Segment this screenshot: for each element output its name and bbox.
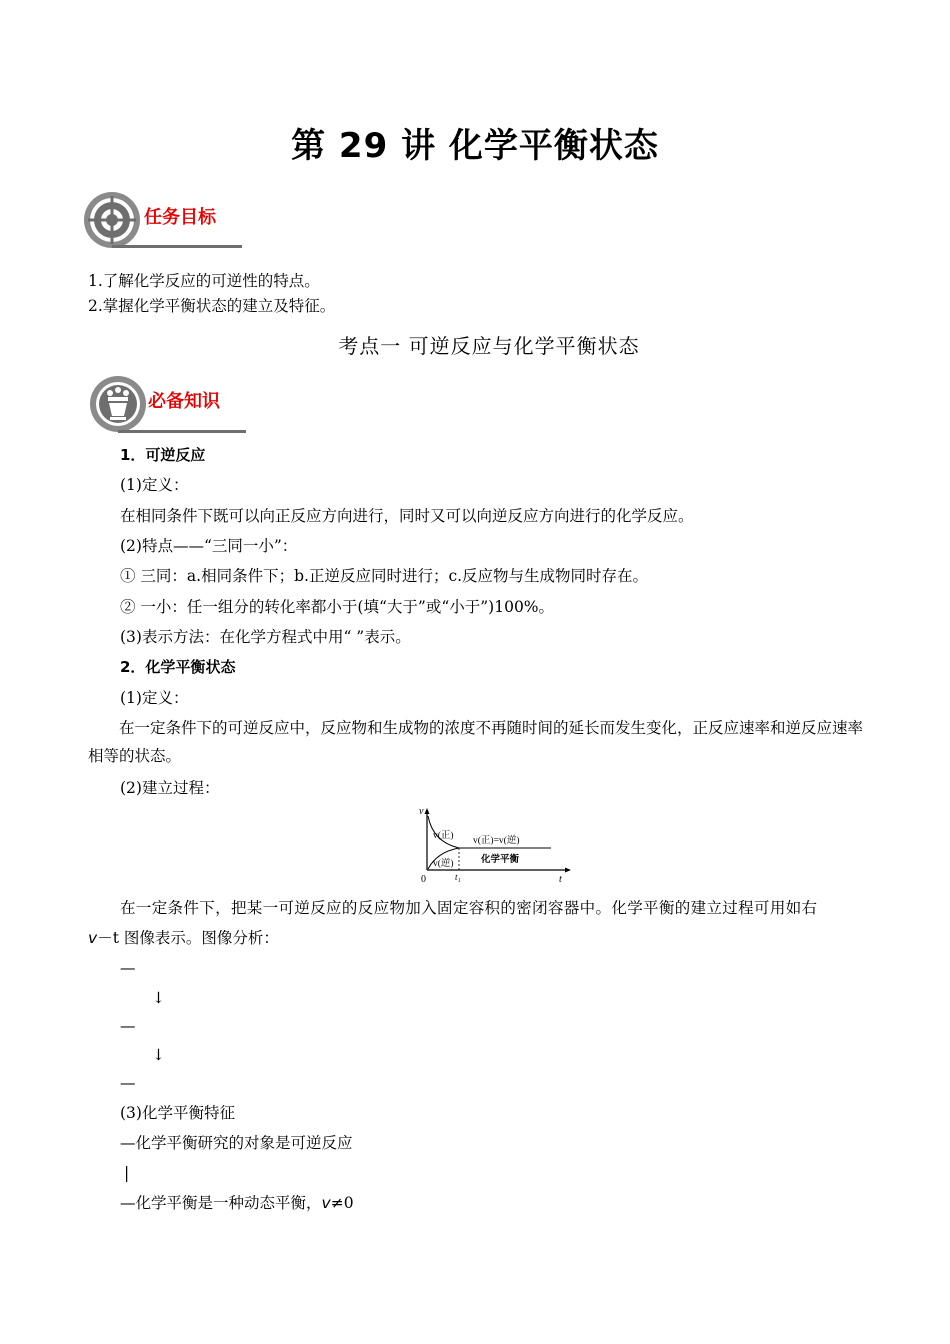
text-line: —化学平衡研究的对象是可逆反应 <box>120 1134 353 1152</box>
flow-dash: — <box>120 1017 136 1035</box>
text-line: 在一定条件下，把某一可逆反应的反应物加入固定容积的密闭容器中。化学平衡的建立过程可用如右 <box>120 899 818 917</box>
chess-icon <box>88 374 148 434</box>
section-divider <box>112 245 242 248</box>
text-line: (1)定义： <box>120 476 189 494</box>
y-axis-label: v <box>419 806 424 817</box>
text-line: 在相同条件下既可以向正反应方向进行，同时又可以向逆反应方向进行的化学反应。 <box>120 507 694 525</box>
target-icon <box>82 190 142 250</box>
velocity-symbol: v <box>88 929 98 947</box>
equilibrium-label: 化学平衡 <box>481 855 520 865</box>
section-label-goals: 任务目标 <box>144 207 216 228</box>
kaodian-heading: 考点一 可逆反应与化学平衡状态 <box>338 334 640 358</box>
text-line: (3)化学平衡特征 <box>120 1104 235 1122</box>
goal-item: 1.了解化学反应的可逆性的特点。 <box>88 272 320 290</box>
velocity-symbol: v <box>321 1194 331 1212</box>
x-axis-label: t <box>559 874 562 884</box>
heading-equilibrium: 2．化学平衡状态 <box>120 658 236 676</box>
section-divider <box>118 430 246 433</box>
text-line: (1)定义： <box>120 689 189 707</box>
char2-text: —化学平衡是一种动态平衡， <box>120 1194 322 1212</box>
flow-arrow: ↓ <box>152 1046 165 1064</box>
flow-arrow: ↓ <box>152 989 165 1007</box>
page-title: 第 29 讲 化学平衡状态 <box>291 126 659 166</box>
t1-label: t₁ <box>455 872 461 882</box>
text-line: (2)建立过程： <box>120 779 220 797</box>
text-line: ① 三同：a.相同条件下；b.正逆反应同时进行；c.反应物与生成物同时存在。 <box>120 567 649 585</box>
text-line: (2)特点——“三同一小”： <box>120 537 298 555</box>
text-line: ② 一小：任一组分的转化率都小于(填“大于”或“小于”)100%。 <box>120 598 555 616</box>
char2-suffix: ≠0 <box>330 1194 354 1212</box>
reverse-rate-label: v(逆) <box>433 859 454 869</box>
text-line <box>88 928 279 948</box>
vt-graph <box>415 804 575 884</box>
text-line: (3)表示方法：在化学方程式中用“ ”表示。 <box>120 628 411 646</box>
paragraph-definition: 在一定条件下的可逆反应中，反应物和生成物的浓度不再随时间的延长而发生变化，正反应速率和逆反应速率相等的状态。 <box>88 719 864 765</box>
flow-dash: — <box>120 1074 136 1092</box>
section-label-knowledge: 必备知识 <box>148 391 220 412</box>
heading-reversible: 1．可逆反应 <box>120 446 206 464</box>
flow-bar: | <box>124 1164 130 1182</box>
flow-dash: — <box>120 959 136 977</box>
analysis-text: －t 图像表示。图像分析： <box>97 929 279 947</box>
origin-label: 0 <box>421 874 426 884</box>
text-line <box>120 1193 354 1213</box>
goal-item: 2.掌握化学平衡状态的建立及特征。 <box>88 297 336 315</box>
forward-rate-label: v(正) <box>433 831 454 841</box>
equal-rate-label: v(正)=v(逆) <box>473 836 520 846</box>
